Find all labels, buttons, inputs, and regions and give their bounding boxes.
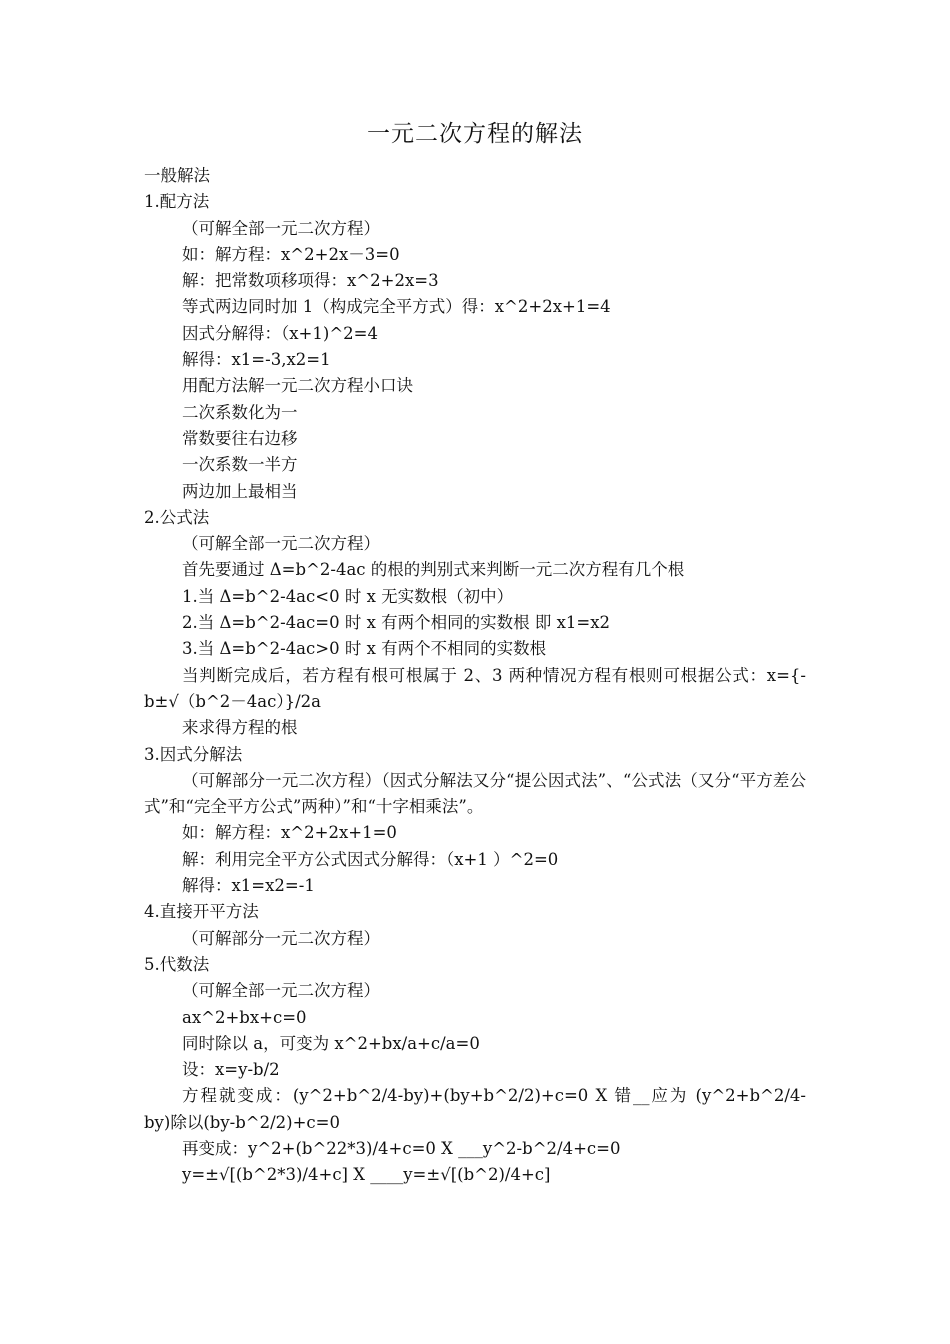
text-line: 首先要通过 Δ=b^2-4ac 的根的判别式来判断一元二次方程有几个根 [182,560,685,580]
text-line: 2.当 Δ=b^2-4ac=0 时 x 有两个相同的实数根 即 x1=x2 [182,613,611,633]
text-line: 2.公式法 [144,507,210,527]
text-line: 解得：x1=-3,x2=1 [182,350,331,370]
text-line: 1.配方法 [144,192,210,212]
text-line: 4.直接开平方法 [144,902,259,922]
text-line: 方程就变成：(y^2+b^2/4-by)+(by+b^2/2)+c=0 X 错__应为 (y^2+b^2/4-by)除以(by-b^2/2)+c=0 [144,1086,806,1132]
text-line: 二次系数化为一 [182,402,298,422]
text-line: y=±√[(b^2*3)/4+c] X ____y=±√[(b^2)/4+c] [182,1165,551,1185]
text-line: 因式分解得：（x+1)^2=4 [182,323,378,343]
text-line: 1.当 Δ=b^2-4ac<0 时 x 无实数根（初中） [182,586,514,606]
text-line: 如：解方程：x^2+2x－3=0 [182,244,400,264]
text-line: 同时除以 a，可变为 x^2+bx/a+c/a=0 [182,1033,480,1053]
text-line: ax^2+bx+c=0 [182,1007,307,1027]
text-line: 解：利用完全平方公式因式分解得：（x+1 ）^2=0 [182,849,559,869]
text-line: 用配方法解一元二次方程小口诀 [182,376,413,396]
text-line: （可解全部一元二次方程） [182,981,380,1001]
text-line: （可解全部一元二次方程） [182,218,380,238]
text-line: （可解部分一元二次方程） [182,928,380,948]
text-line: 设：x=y-b/2 [182,1060,280,1080]
text-line: （可解部分一元二次方程）（因式分解法又分“提公因式法”、“公式法（又分“平方差公式”和“完全平方公式”两种）”和“十字相乘法”。 [144,770,806,817]
text-line: 如：解方程：x^2+2x+1=0 [182,823,397,843]
page-title: 一元二次方程的解法 [367,121,583,147]
text-line: 来求得方程的根 [182,718,298,738]
text-line: 再变成：y^2+(b^22*3)/4+c=0 X ___y^2-b^2/4+c=0 [182,1138,621,1158]
document-body [144,163,806,1189]
text-line: 解得：x1=x2=-1 [182,876,315,896]
text-line: 常数要往右边移 [182,428,298,448]
text-line: 当判断完成后，若方程有根可根属于 2、3 两种情况方程有根则可根据公式：x={-b±√（b^2－4ac）}/2a [144,665,806,711]
text-line: 两边加上最相当 [182,481,298,501]
text-line: 5.代数法 [144,954,210,974]
text-line: 一次系数一半方 [182,455,298,475]
text-line: 一般解法 [144,166,210,185]
text-line: 等式两边同时加 1（构成完全平方式）得：x^2+2x+1=4 [182,297,611,317]
text-line: 3.当 Δ=b^2-4ac>0 时 x 有两个不相同的实数根 [182,639,547,659]
text-line: （可解全部一元二次方程） [182,534,380,554]
text-line: 3.因式分解法 [144,744,243,764]
text-line: 解：把常数项移项得：x^2+2x=3 [182,271,439,291]
